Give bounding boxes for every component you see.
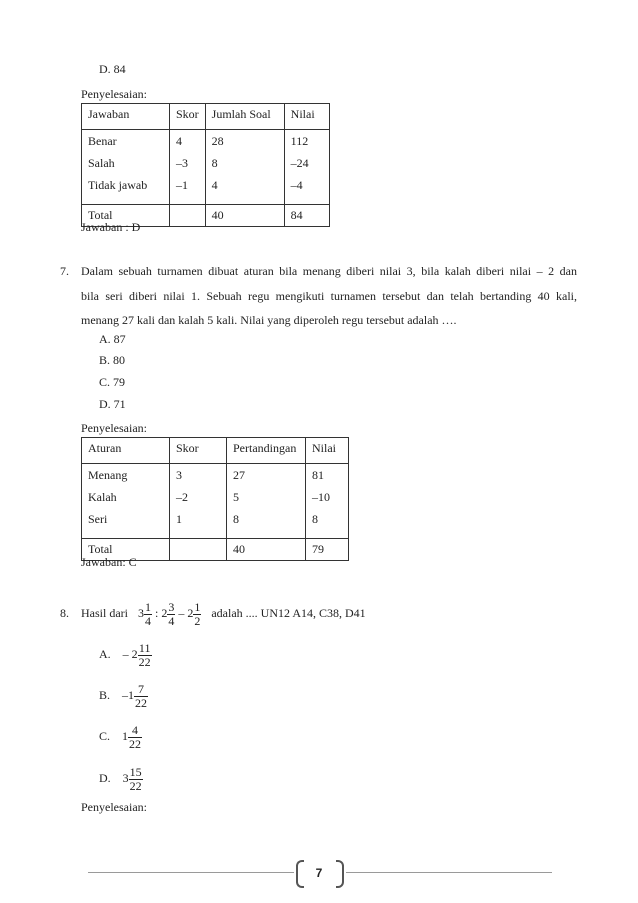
table-cell: Total xyxy=(82,539,170,561)
denominator: 22 xyxy=(135,695,148,710)
q8-suffix: adalah .... UN12 A14, C38, D41 xyxy=(211,606,366,620)
cell-value: 3 xyxy=(176,468,182,482)
mixed-number xyxy=(138,599,155,628)
mixed-number xyxy=(187,599,204,628)
whole-part: 2 xyxy=(187,606,194,620)
option-letter: C. xyxy=(99,729,111,743)
q7-text-line: bila seri diberi nilai 1. Sebuah regu mengikuti turnamen tersebut dan telah bertanding 40 kali, xyxy=(81,289,577,303)
table-cell xyxy=(205,130,284,205)
page-number: 7 xyxy=(315,866,323,880)
q6-solution-table xyxy=(81,103,330,227)
table-cell xyxy=(170,464,227,539)
fraction xyxy=(128,724,142,751)
footer-rule-right xyxy=(346,872,552,873)
q8-prefix: Hasil dari xyxy=(81,606,128,620)
numerator: 4 xyxy=(128,724,142,738)
cell-value: –1 xyxy=(176,178,188,192)
denominator: 4 xyxy=(168,613,175,628)
table-header-cell: Pertandingan xyxy=(227,438,306,464)
numerator: 7 xyxy=(134,683,148,697)
cell-value: 8 xyxy=(211,156,218,170)
cell-value: Menang xyxy=(88,468,128,482)
table-cell: 40 xyxy=(205,205,284,227)
table-cell xyxy=(82,464,170,539)
table-cell xyxy=(82,130,170,205)
cell-value: 4 xyxy=(211,178,218,192)
q7-option-d: D. 71 xyxy=(99,397,126,411)
cell-value: 5 xyxy=(233,490,239,504)
cell-value: 1 xyxy=(176,512,182,526)
table-header-cell: Aturan xyxy=(82,438,170,464)
denominator: 22 xyxy=(129,778,142,793)
q7-option-a: A. 87 xyxy=(99,332,126,346)
q8-question xyxy=(60,599,366,628)
table-header-cell: Nilai xyxy=(284,104,329,130)
denominator: 22 xyxy=(138,654,151,669)
whole-part: 1 xyxy=(122,729,129,743)
numerator: 11 xyxy=(138,640,151,655)
whole-part: 2 xyxy=(161,606,168,620)
table-body-row xyxy=(82,464,349,539)
table-header-row xyxy=(82,104,330,130)
table-cell xyxy=(170,130,206,205)
cell-value: 8 xyxy=(233,512,239,526)
q7-text-line: Dalam sebuah turnamen dibuat aturan bila menang diberi nilai 3, bila kalah diberi nilai – 2 dan xyxy=(81,264,577,278)
numerator: 15 xyxy=(129,764,142,779)
cell-value: 27 xyxy=(233,468,245,482)
table-header-cell: Skor xyxy=(170,104,206,130)
fraction xyxy=(167,601,175,628)
fraction xyxy=(129,766,143,793)
q6-answer: Jawaban : D xyxy=(81,220,141,234)
q6-option-d: D. 84 xyxy=(99,62,126,76)
table-header-row xyxy=(82,438,349,464)
table-cell xyxy=(170,539,227,561)
q6-solution-label: Penyelesaian: xyxy=(81,87,147,101)
cell-value: 81 xyxy=(312,468,324,482)
option-letter: A. xyxy=(99,647,111,661)
q7-text-line: menang 27 kali dan kalah 5 kali. Nilai yang diperoleh regu tersebut adalah …. xyxy=(81,313,457,327)
mixed-number xyxy=(161,599,178,628)
table-cell: 40 xyxy=(227,539,306,561)
fraction xyxy=(134,683,148,710)
whole-part: 3 xyxy=(138,606,144,620)
colon-operator: : xyxy=(155,606,159,620)
fraction xyxy=(138,642,152,669)
cell-value: –2 xyxy=(176,490,188,504)
q8-number: 8. xyxy=(60,606,69,620)
table-header-cell: Jumlah Soal xyxy=(205,104,284,130)
table-cell xyxy=(170,205,206,227)
option-sign: – xyxy=(122,688,129,702)
footer-rule-left xyxy=(88,872,294,873)
cell-value: Kalah xyxy=(88,490,117,504)
q8-option-d xyxy=(99,764,143,793)
option-letter: B. xyxy=(99,688,111,702)
cell-value: –3 xyxy=(176,156,188,170)
table-header-cell: Jawaban xyxy=(82,104,170,130)
q7-number: 7. xyxy=(60,264,69,278)
table-body-row xyxy=(82,130,330,205)
table-cell: Total xyxy=(82,205,170,227)
cell-value: 4 xyxy=(176,134,182,148)
option-sign: – xyxy=(122,647,132,661)
table-header-cell: Skor xyxy=(170,438,227,464)
option-letter: D. xyxy=(99,771,111,785)
q8-option-b xyxy=(99,681,148,710)
q7-option-c: C. 79 xyxy=(99,375,126,389)
cell-value: –24 xyxy=(290,156,309,170)
cell-value: –10 xyxy=(312,490,330,504)
table-cell: 84 xyxy=(284,205,329,227)
whole-part: 2 xyxy=(131,647,138,661)
whole-part: 3 xyxy=(122,771,129,785)
cell-value: Benar xyxy=(88,134,117,148)
q7-answer: Jawaban: C xyxy=(81,555,137,569)
numerator: 1 xyxy=(145,599,151,614)
denominator: 2 xyxy=(194,613,201,628)
table-cell xyxy=(284,130,329,205)
q7-option-b: B. 80 xyxy=(99,353,126,367)
q8-option-c xyxy=(99,722,142,751)
cell-value: Tidak jawab xyxy=(88,178,148,192)
numerator: 1 xyxy=(194,599,201,614)
denominator: 22 xyxy=(129,736,142,751)
whole-part: 1 xyxy=(128,688,135,702)
numerator: 3 xyxy=(168,599,175,614)
fraction xyxy=(193,601,201,628)
table-cell xyxy=(306,464,349,539)
cell-value: 28 xyxy=(211,134,224,148)
table-cell: 79 xyxy=(306,539,349,561)
table-cell xyxy=(227,464,306,539)
q7-solution-table xyxy=(81,437,349,561)
q8-solution-label: Penyelesaian: xyxy=(81,800,147,814)
footer-bracket-right xyxy=(336,860,344,888)
cell-value: Seri xyxy=(88,512,108,526)
q7-solution-label: Penyelesaian: xyxy=(81,421,147,435)
denominator: 4 xyxy=(145,613,151,628)
footer-bracket-left xyxy=(296,860,304,888)
cell-value: –4 xyxy=(290,178,303,192)
table-header-cell: Nilai xyxy=(306,438,349,464)
cell-value: 112 xyxy=(290,134,309,148)
fraction xyxy=(144,601,152,628)
q8-option-a xyxy=(99,640,152,669)
minus-operator: – xyxy=(178,606,185,620)
cell-value: Salah xyxy=(88,156,115,170)
cell-value: 8 xyxy=(312,512,318,526)
